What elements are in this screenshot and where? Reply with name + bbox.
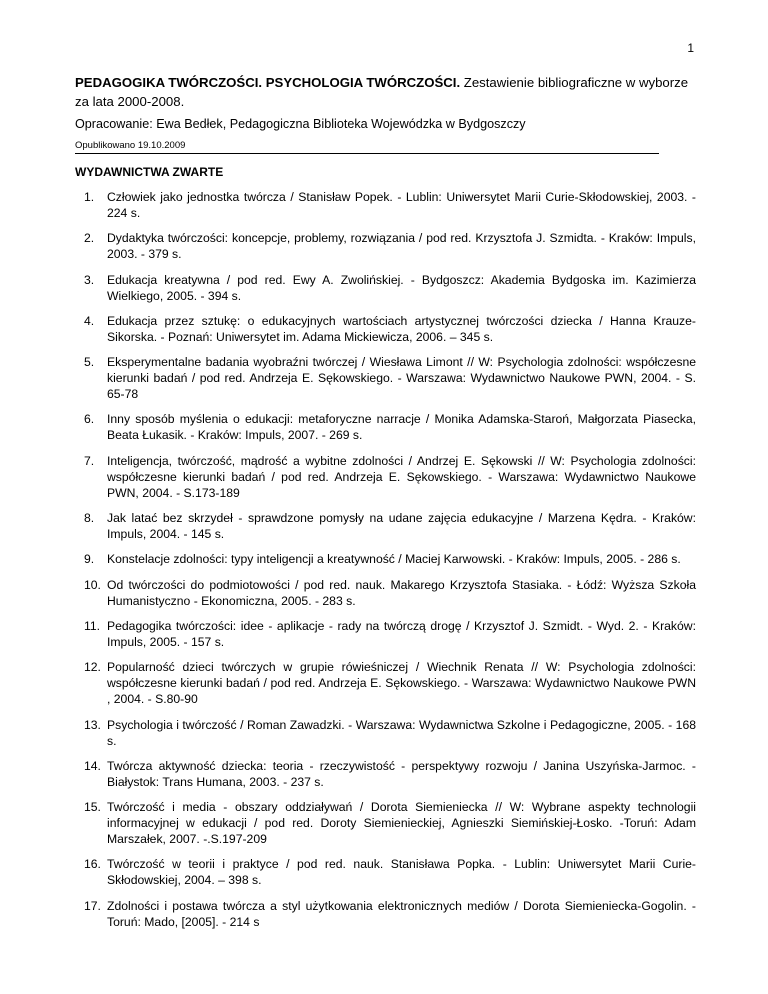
list-item <box>75 411 696 443</box>
list-item-text: Od twórczości do podmiotowości / pod red. nauk. Makarego Krzysztofa Stasiaka. - Łódź: Wyższa Szkoła Humanistyczno - Ekonomiczna, 2005. - 283 s. <box>107 577 696 608</box>
list-item-number: 14. <box>84 758 101 773</box>
list-item <box>75 313 696 345</box>
list-item-text: Edukacja przez sztukę: o edukacyjnych wartościach artystycznej twórczości dziecka / Hanna Krauze-Sikorska. - Poznań: Uniwersytet im. Adama Mickiewicza, 2006. – 345 s. <box>107 313 696 344</box>
list-item <box>75 453 696 501</box>
list-item-number: 3. <box>84 272 95 287</box>
bibliography-list <box>75 189 696 939</box>
list-item <box>75 717 696 749</box>
list-item-number: 16. <box>84 857 101 872</box>
list-item-text: Zdolności i postawa twórcza a styl użytkowania elektronicznych mediów / Dorota Siemieniecka-Gogolin. - Toruń: Mado, [2005]. - 214 s <box>107 898 696 929</box>
author-line: Opracowanie: Ewa Bedłek, Pedagogiczna Biblioteka Wojewódzka w Bydgoszczy <box>75 117 526 131</box>
list-item <box>75 577 696 609</box>
list-item <box>75 189 696 221</box>
list-item-number: 5. <box>84 355 95 370</box>
list-item-text: Twórczość i media - obszary oddziaływań / Dorota Siemieniecka // W: Wybrane aspekty technologii informacyjnej w edukacji / pod red. Doroty Siemienieckiej, Agnieszki Siemińskiej-Łosko. -Toruń: Adam Marszałek, 2007. -.S.197-209 <box>107 800 696 847</box>
list-item-number: 1. <box>84 190 95 204</box>
list-item-text: Psychologia i twórczość / Roman Zawadzki. - Warszawa: Wydawnictwa Szkolne i Pedagogiczne, 2005. - 168 s. <box>107 717 696 748</box>
list-item <box>75 659 696 707</box>
list-item-number: 6. <box>84 412 95 427</box>
list-item-number: 12. <box>84 660 101 675</box>
list-item-number: 13. <box>84 717 101 732</box>
list-item <box>75 272 696 304</box>
list-item-text: Edukacja kreatywna / pod red. Ewy A. Zwolińskiej. - Bydgoszcz: Akademia Bydgoska im. Kazimierza Wielkiego, 2005. - 394 s. <box>107 272 696 303</box>
list-item-text: Pedagogika twórczości: idee - aplikacje - rady na twórczą drogę / Krzysztof J. Szmidt. - Wyd. 2. - Kraków: Impuls, 2005. - 157 s. <box>107 618 696 649</box>
list-item <box>75 856 696 888</box>
published-date: Opublikowano 19.10.2009 <box>75 140 186 151</box>
list-item <box>75 230 696 262</box>
list-item <box>75 354 696 402</box>
document-title <box>75 73 695 111</box>
list-item-number: 4. <box>84 313 95 328</box>
list-item <box>75 758 696 790</box>
list-item-text: Jak latać bez skrzydeł - sprawdzone pomysły na udane zajęcia edukacyjne / Marzena Kędra. - Kraków: Impuls, 2004. - 145 s. <box>107 511 696 542</box>
section-heading: WYDAWNICTWA ZWARTE <box>75 165 224 179</box>
list-item-number: 2. <box>84 231 95 246</box>
list-item-text: Konstelacje zdolności: typy inteligencji a kreatywność / Maciej Karwowski. - Kraków: Impuls, 2005. - 286 s. <box>107 552 681 567</box>
list-item-text: Inny sposób myślenia o edukacji: metaforyczne narracje / Monika Adamska-Staroń, Małgorzata Piasecka, Beata Łukasik. - Kraków: Impuls, 2007. - 269 s. <box>107 412 696 443</box>
list-item-text: Eksperymentalne badania wyobraźni twórczej / Wiesława Limont // W: Psychologia zdolności: współczesne kierunki badań / pod red. Andrzeja E. Sękowskiego. - Warszawa: Wydawnictwo Naukowe PWN, 2004. - S. 65-78 <box>107 355 696 402</box>
list-item-text: Inteligencja, twórczość, mądrość a wybitne zdolności / Andrzej E. Sękowski // W: Psychologia zdolności: współczesne kierunki badań / pod red. Andrzeja E. Sękowskiego. - Warszawa: Wydawnictwo Naukowe PWN, 2004. - S.173-189 <box>107 453 696 500</box>
list-item-number: 9. <box>84 552 95 567</box>
list-item <box>75 799 696 847</box>
title-rest: Zestawienie bibliograficzne w wyborze za lata 2000-2008. <box>75 75 689 109</box>
list-item-text: Twórcza aktywność dziecka: teoria - rzeczywistość - perspektywy rozwoju / Janina Uszyńska-Jarmoc. - Białystok: Trans Humana, 2003. - 237 s. <box>107 758 696 789</box>
list-item <box>75 618 696 650</box>
list-item-text: Dydaktyka twórczości: koncepcje, problemy, rozwiązania / pod red. Krzysztofa J. Szmidta. - Kraków: Impuls, 2003. - 379 s. <box>107 231 696 262</box>
list-item-number: 11. <box>84 618 101 633</box>
page-number: 1 <box>687 41 694 55</box>
title-bold-part: PEDAGOGIKA TWÓRCZOŚCI. PSYCHOLOGIA TWÓRCZOŚCI. <box>75 75 461 90</box>
list-item-number: 7. <box>84 453 95 468</box>
list-item-number: 10. <box>84 577 101 592</box>
list-item-number: 17. <box>84 898 101 913</box>
list-item <box>75 898 696 930</box>
list-item-text: Twórczość w teorii i praktyce / pod red. nauk. Stanisława Popka. - Lublin: Uniwersytet Marii Curie-Skłodowskiej, 2004. – 398 s. <box>107 857 696 888</box>
list-item <box>75 551 696 567</box>
list-item-number: 8. <box>84 511 95 526</box>
list-item <box>75 510 696 542</box>
list-item-text: Popularność dzieci twórczych w grupie rówieśniczej / Wiechnik Renata // W: Psychologia zdolności: współczesne kierunki badań / pod red. Andrzeja E. Sękowskiego. - Warszawa: Wydawnictwo Naukowe PWN , 2004. - S.80-90 <box>107 660 696 707</box>
list-item-number: 15. <box>84 800 101 815</box>
divider-line <box>75 153 659 154</box>
list-item-text: Człowiek jako jednostka twórcza / Stanisław Popek. - Lublin: Uniwersytet Marii Curie-Skłodowskiej, 2003. - 224 s. <box>107 190 696 220</box>
